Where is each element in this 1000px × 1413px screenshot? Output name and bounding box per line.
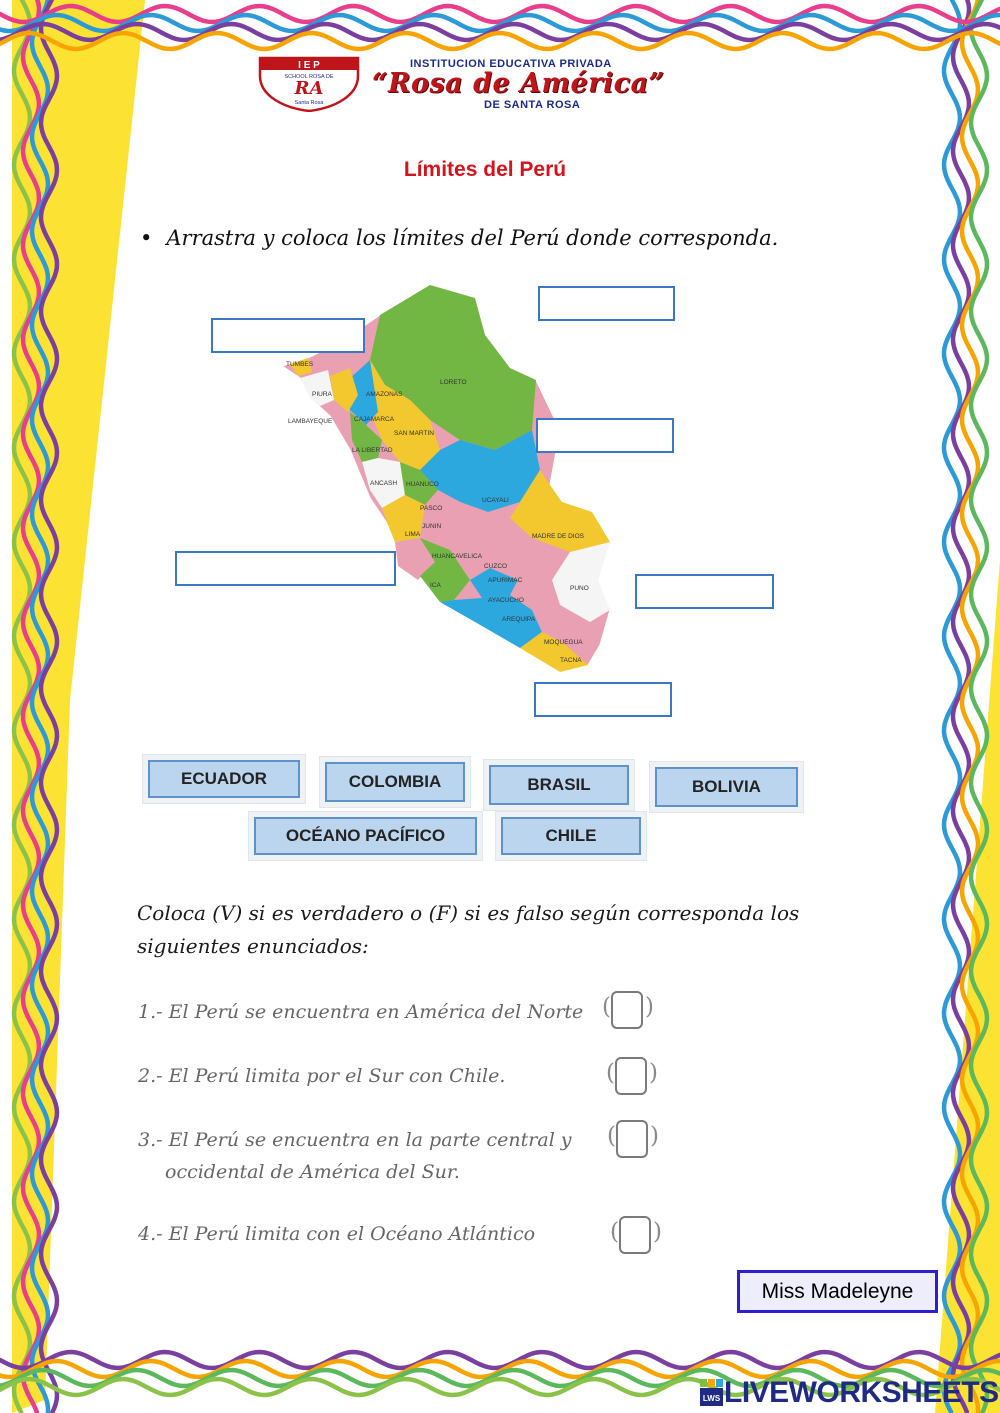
chip-ecuador[interactable] [143,755,305,803]
answer-box-1[interactable] [611,991,643,1029]
answer-box-4[interactable] [619,1216,651,1254]
liveworksheets-logo-icon [700,1379,724,1407]
map-label-ica: ICA [430,582,441,589]
institution-line-1: INSTITUCION EDUCATIVA PRIVADA [410,58,612,70]
map-label-huanuco: HUANUCO [406,481,439,488]
chip-label: COLOMBIA [325,762,465,802]
map-label-san-martin: SAN MARTIN [394,430,434,437]
question-4-paren-open: ( [610,1219,619,1245]
map-label-cajamarca: CAJAMARCA [354,416,395,423]
map-label-piura: PIURA [312,391,332,398]
chip-chile[interactable] [496,812,646,860]
question-3: 3.- El Perú se encuentra en la parte central y [138,1129,572,1151]
map-label-ancash: ANCASH [370,480,398,487]
map-label-huancavelica: HUANCAVELICA [432,553,483,560]
question-2-paren-open: ( [606,1060,615,1086]
question-1: 1.- El Perú se encuentra en América del Norte [138,1001,584,1023]
institution-name: “Rosa de América” [372,68,665,99]
map-label-lima: LIMA [405,531,421,538]
map-label-lambayeque: LAMBAYEQUE [288,418,333,425]
map-label-tumbes: TUMBES [286,361,314,368]
logo-ring-text: SCHOOL ROSA DE [284,74,334,80]
liveworksheets-brand: LIVEWORKSHEETS [724,1376,999,1409]
map-label-junin: JUNIN [422,523,442,530]
logo-bottom-text: Santa Rosa [294,100,324,106]
question-3-continuation: occidental de América del Sur. [165,1161,460,1183]
brand-icon-letters: LWS [702,1394,721,1403]
question-1-paren-close: ) [645,994,654,1020]
bullet-icon: • [140,226,153,250]
map-label-moquegua: MOQUEGUA [544,639,583,646]
chip-label: BOLIVIA [655,767,798,807]
map-label-apurimac: APURIMAC [488,577,523,584]
drop-zone-south[interactable] [534,682,672,717]
question-3-paren-close: ) [650,1123,659,1149]
chip-label: ECUADOR [148,760,300,798]
instruction [140,226,778,250]
drop-zone-southeast[interactable] [635,574,774,609]
question-4: 4.- El Perú limita con el Océano Atlántico [138,1223,536,1245]
map-label-tacna: TACNA [560,657,582,664]
drop-zone-east[interactable] [536,418,674,453]
chip-brasil[interactable] [484,760,634,810]
question-2: 2.- El Perú limita por el Sur con Chile. [138,1065,506,1087]
institution-line-3: DE SANTA ROSA [484,99,581,111]
map-label-ucayali: UCAYALI [482,497,509,504]
chip-bolivia[interactable] [650,762,803,812]
map-label-puno: PUNO [570,585,589,592]
logo-text-top: I E P [298,60,320,71]
map-label-pasco: PASCO [420,505,443,512]
question-4-paren-close: ) [653,1219,662,1245]
logo-monogram: RA [294,78,324,99]
chip-colombia[interactable] [320,757,470,807]
drop-zone-northwest[interactable] [211,318,365,353]
chip-oceano-pacifico[interactable] [249,812,482,860]
drop-zone-northeast[interactable] [538,286,675,321]
map-label-cuzco: CUZCO [484,563,508,570]
map-label-ayacucho: AYACUCHO [488,597,524,604]
map-label-arequipa: AREQUIPA [502,616,536,623]
teacher-name-badge: Miss Madeleyne [737,1270,938,1313]
drop-zone-west[interactable] [175,551,396,586]
question-3-paren-open: ( [607,1123,616,1149]
question-2-paren-close: ) [649,1060,658,1086]
vf-instruction: Coloca (V) si es verdadero o (F) si es falso según corresponda los siguientes enunciados: [137,901,800,958]
instruction-text: Arrastra y coloca los límites del Perú donde corresponda. [166,226,779,250]
map-label-la-libertad: LA LIBERTAD [352,447,393,454]
question-1-paren-open: ( [602,994,611,1020]
chip-label: OCÉANO PACÍFICO [254,817,477,855]
school-logo [256,54,362,112]
page-title: Límites del Perú [403,158,567,181]
answer-box-3[interactable] [616,1120,648,1158]
chip-label: CHILE [501,817,641,855]
map-label-amazonas: AMAZONAS [366,391,403,398]
map-label-madre-de-dios: MADRE DE DIOS [532,533,585,540]
chip-label: BRASIL [489,765,629,805]
answer-box-2[interactable] [615,1057,647,1095]
map-label-loreto: LORETO [440,379,467,386]
